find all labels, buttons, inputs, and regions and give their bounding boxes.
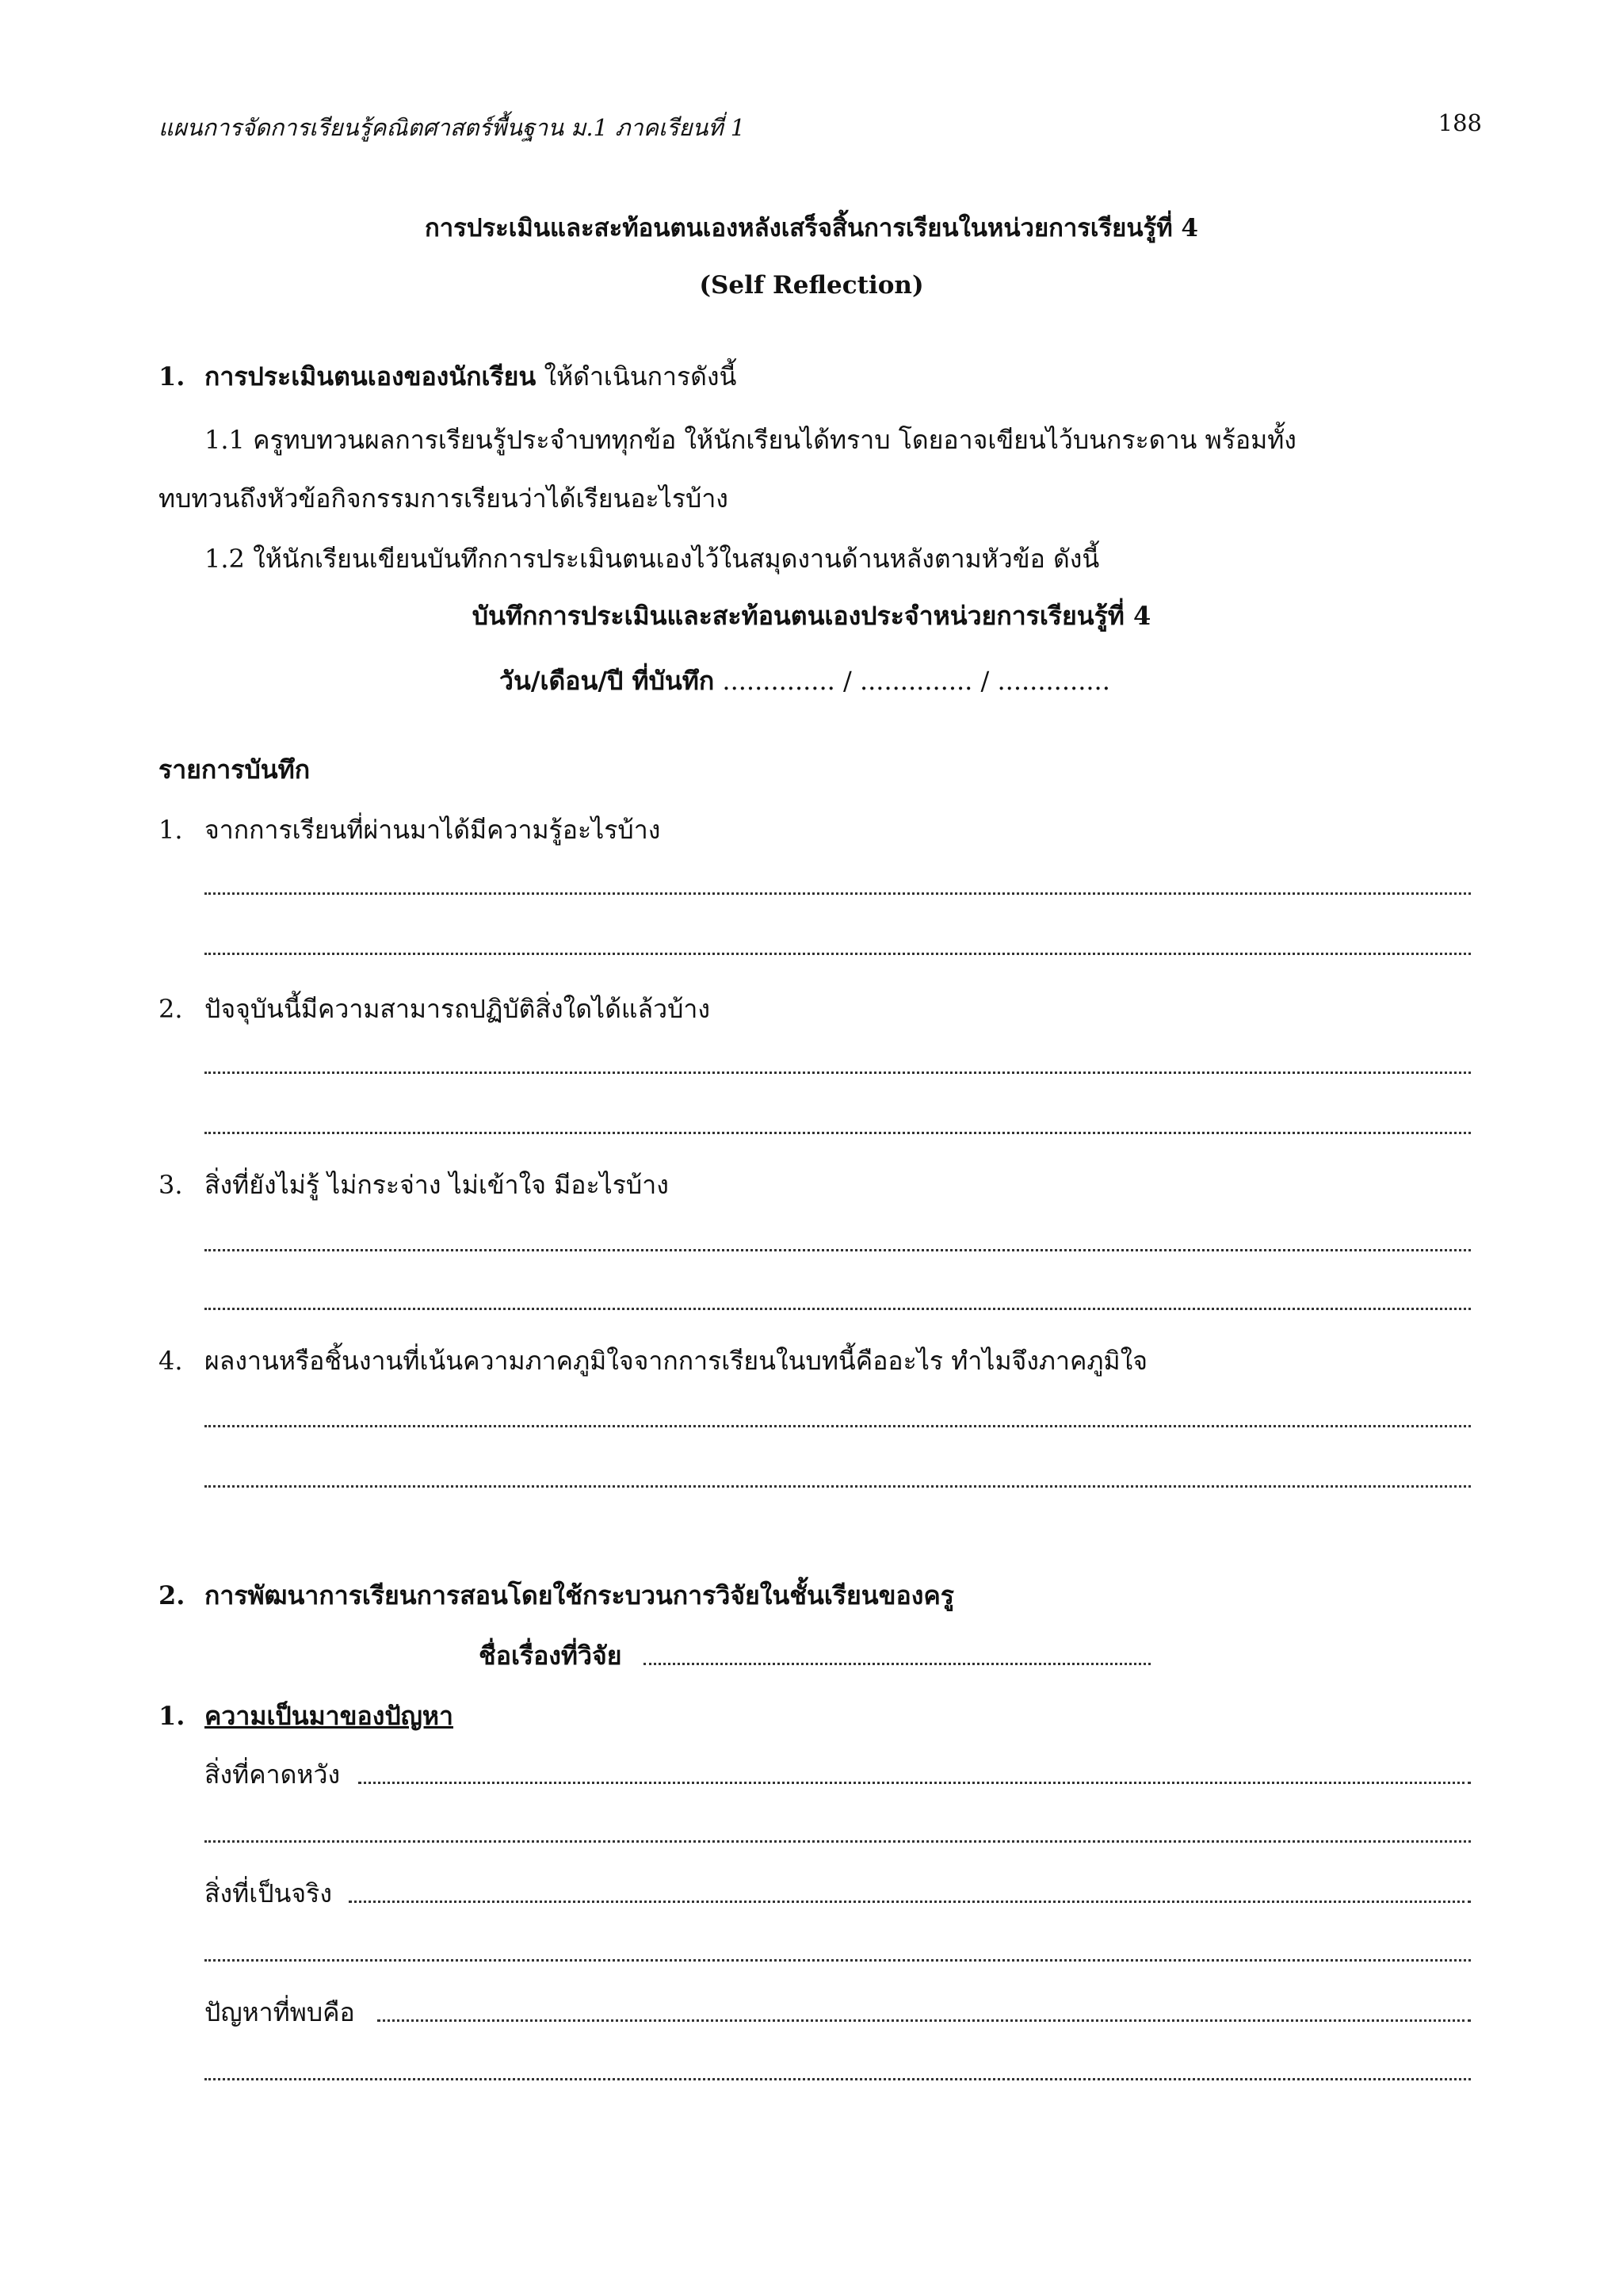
question-1 bbox=[158, 810, 660, 850]
question-4 bbox=[158, 1341, 1148, 1381]
question-text: ผลงานหรือชิ้นงานที่เน้นความภาคภูมิใจจากการเรียนในบทนี้คืออะไร ทำไมจึงภาคภูมิใจ bbox=[204, 1346, 1148, 1376]
problem-line[interactable] bbox=[377, 2016, 1471, 2022]
answer-line[interactable] bbox=[204, 1422, 1471, 1427]
question-number: 3. bbox=[158, 1170, 183, 1200]
page-title: การประเมินและสะท้อนตนเองหลังเสร็จสิ้นการเรียนในหน่วยการเรียนรู้ที่ 4 bbox=[425, 214, 1198, 243]
item-1-1-line2: ทบทวนถึงหัวข้อกิจกรรมการเรียนว่าได้เรียนอะไรบ้าง bbox=[158, 483, 728, 514]
section2-number: 2. bbox=[158, 1580, 185, 1610]
subsection-heading bbox=[158, 1696, 453, 1736]
section1-heading-rest: ให้ดำเนินการดังนี้ bbox=[536, 361, 737, 392]
page-subtitle: (Self Reflection) bbox=[699, 271, 924, 300]
answer-line[interactable] bbox=[204, 1068, 1471, 1074]
expected-label: สิ่งที่คาดหวัง bbox=[204, 1759, 341, 1790]
answer-line[interactable] bbox=[204, 889, 1471, 895]
section1-number: 1. bbox=[158, 361, 185, 392]
subsection-number: 1. bbox=[158, 1701, 185, 1731]
expected-line-2[interactable] bbox=[204, 1837, 1471, 1843]
question-number: 1. bbox=[158, 815, 183, 845]
date-label: วัน/เดือน/ปี ที่บันทึก bbox=[499, 666, 715, 696]
question-number: 4. bbox=[158, 1346, 183, 1376]
section2-heading bbox=[158, 1576, 954, 1616]
research-title-line[interactable] bbox=[643, 1660, 1151, 1665]
problem-line-2[interactable] bbox=[204, 2075, 1471, 2080]
answer-line[interactable] bbox=[204, 949, 1471, 955]
expected-line[interactable] bbox=[358, 1778, 1471, 1784]
date-blanks: .............. / .............. / .............. bbox=[714, 666, 1110, 696]
page-number: 188 bbox=[1438, 109, 1482, 136]
section2-heading-text: การพัฒนาการเรียนการสอนโดยใช้กระบวนการวิจัยในชั้นเรียนของครู bbox=[204, 1580, 954, 1610]
running-header: แผนการจัดการเรียนรู้คณิตศาสตร์พื้นฐาน ม.1 ภาคเรียนที่ 1 bbox=[158, 114, 746, 141]
problem-label: ปัญหาที่พบคือ bbox=[204, 1997, 355, 2027]
actual-label: สิ่งที่เป็นจริง bbox=[204, 1878, 332, 1908]
record-title: บันทึกการประเมินและสะท้อนตนเองประจำหน่วยการเรียนรู้ที่ 4 bbox=[472, 601, 1151, 631]
actual-line-2[interactable] bbox=[204, 1956, 1471, 1962]
question-3 bbox=[158, 1165, 669, 1205]
section1-heading bbox=[158, 357, 736, 397]
answer-line[interactable] bbox=[204, 1305, 1471, 1310]
subsection-title: ความเป็นมาของปัญหา bbox=[204, 1701, 453, 1731]
item-1-2: 1.2 ให้นักเรียนเขียนบันทึกการประเมินตนเองไว้ในสมุดงานด้านหลังตามหัวข้อ ดังนี้ bbox=[204, 544, 1100, 574]
records-heading: รายการบันทึก bbox=[158, 755, 311, 785]
question-text: ปัจจุบันนี้มีความสามารถปฏิบัติสิ่งใดได้แล้วบ้าง bbox=[204, 994, 710, 1024]
record-date bbox=[499, 661, 1110, 701]
answer-line[interactable] bbox=[204, 1246, 1471, 1251]
section1-heading-bold: การประเมินตนเองของนักเรียน bbox=[204, 361, 537, 392]
question-text: จากการเรียนที่ผ่านมาได้มีความรู้อะไรบ้าง bbox=[204, 815, 661, 845]
question-number: 2. bbox=[158, 994, 183, 1024]
question-text: สิ่งที่ยังไม่รู้ ไม่กระจ่าง ไม่เข้าใจ มีอะไรบ้าง bbox=[204, 1170, 669, 1200]
item-1-1-line1: 1.1 ครูทบทวนผลการเรียนรู้ประจำบททุกข้อ ให้นักเรียนได้ทราบ โดยอาจเขียนไว้บนกระดาน พร้อมทั้ง bbox=[204, 425, 1296, 455]
actual-line[interactable] bbox=[349, 1897, 1471, 1903]
answer-line[interactable] bbox=[204, 1482, 1471, 1488]
research-title-label: ชื่อเรื่องที่วิจัย bbox=[479, 1641, 622, 1671]
question-2 bbox=[158, 989, 710, 1030]
answer-line[interactable] bbox=[204, 1129, 1471, 1134]
